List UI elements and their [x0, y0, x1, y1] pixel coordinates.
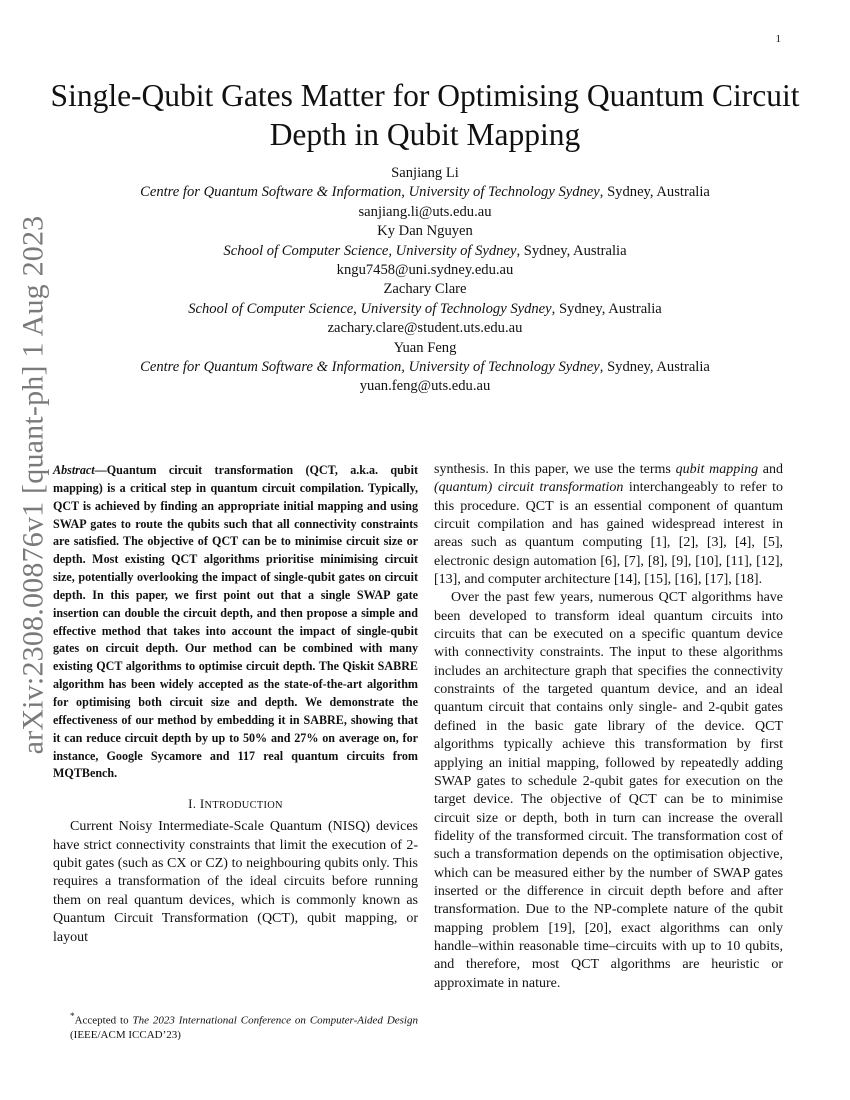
affiliation-italic: School of Computer Science, University of Technology Sydney: [188, 300, 552, 317]
text-run: synthesis. In this paper, we use the terms: [434, 462, 676, 477]
author-email: yuan.feng@uts.edu.au: [359, 378, 491, 395]
author-email: zachary.clare@student.uts.edu.au: [327, 320, 523, 337]
affiliation-plain: , Sydney, Australia: [599, 184, 710, 201]
footnote-venue: The 2023 International Conference on Computer-Aided Design: [132, 1014, 418, 1027]
footnote-marker: *: [70, 1011, 75, 1021]
section-heading: [53, 796, 418, 812]
left-column: [53, 462, 418, 947]
footnote-line: [53, 1009, 418, 1043]
affiliation-plain: , Sydney, Australia: [551, 300, 662, 317]
affiliation-italic: Centre for Quantum Software & Information, University of Technology Sydney: [140, 184, 600, 201]
footnote: [53, 1009, 418, 1043]
intro-continuation: [434, 461, 783, 589]
author-name: Sanjiang Li: [391, 165, 459, 181]
intro-paragraph: Current Noisy Intermediate-Scale Quantum (NISQ) devices have strict connectivity constraints that limit the execution of 2-qubit gates (such as CX or CZ) to neighbouring qubits only. This requires a transformation of the ideal circuits before running them on real quantum devices, which is commonly known as Quantum Circuit Transformation (QCT), qubit mapping, or layout: [53, 819, 418, 945]
author-affiliation: [40, 242, 810, 261]
page-number: 1: [775, 33, 781, 45]
arxiv-stamp-text: arXiv:2308.00876v1 [quant-ph] 1 Aug 2023: [16, 215, 49, 755]
affiliation-plain: , Sydney, Australia: [599, 359, 710, 376]
author-name: Yuan Feng: [393, 339, 457, 356]
right-column: [434, 461, 783, 993]
emphasis-text: qubit mapping: [675, 462, 759, 477]
footnote-text: Accepted to: [74, 1014, 133, 1027]
abstract: [53, 462, 418, 783]
author-affiliation: [40, 183, 810, 202]
author-block: [40, 164, 810, 397]
footnote-text-end: (IEEE/ACM ICCAD’23): [70, 1029, 181, 1042]
section-number: I.: [188, 796, 200, 812]
paper-title: Single-Qubit Gates Matter for Optimising Quantum Circuit Depth in Qubit Mapping: [50, 78, 800, 152]
intro-paragraph: Over the past few years, numerous QCT algorithms have been developed to transform ideal quantum circuits into circuits that can be executed on a specific quantum device with connectivity constraints. The input to these algorithms includes an architecture graph that specifies the connectivity constraints of the targeted quantum device, and an ideal quantum circuit that contains only single- and 2-qubit gates defined in the basic gate library of the device. QCT algorithms typically achieve this transformation by first applying an initial mapping, followed by repeatedly adding SWAP gates to schedule 2-qubit gates for execution on the target device. The objective of QCT can be to minimise circuit size or depth, both in turn can increase the overall fidelity of the transformed circuit. The transformation cost of such a transformation depends on the optimisation objective, which can be measured either by the number of SWAP gates inserted or the difference in circuit depth before and after transformation. Due to the NP-complete nature of the qubit mapping problem [19], [20], exact algorithms can only handle–within reasonable time–circuits with up to 10 qubits, and therefore, most QCT algorithms are heuristic or approximate in nature.: [434, 590, 783, 991]
author-name: Ky Dan Nguyen: [377, 223, 473, 240]
affiliation-italic: School of Computer Science, University of Sydney: [223, 242, 517, 259]
abstract-text: —Quantum circuit transformation (QCT, a.k.a. qubit mapping) is a critical step in quantum circuit compilation. Typically, QCT is achieved by finding an appropriate initial mapping and using SWAP gates to route the qubits such that all connectivity constraints are satisfied. The objective of QCT can be to minimise circuit size or depth. Most existing QCT algorithms prioritise minimising circuit size, potentially overlooking the impact of single-qubit gates on circuit depth. In this paper, we first point out that a single SWAP gate insertion can double the circuit depth, and then propose a simple and effective method that takes into account the impact of single-qubit gates on circuit depth. Our method can be combined with many existing QCT algorithms to optimise circuit depth. The Qiskit SABRE algorithm has been widely accepted as the state-of-the-art algorithm for optimising both circuit size and depth. We demonstrate the effectiveness of our method by embedding it in SABRE, showing that it can reduce circuit depth by up to 50% and 27% on average on, for instance, Google Sycamore and 117 real quantum circuits from MQTBench.: [53, 463, 418, 781]
section-rest: NTRODUCTION: [204, 800, 283, 812]
author-affiliation: [40, 358, 810, 377]
emphasis-text: (quantum) circuit transformation: [434, 480, 624, 496]
affiliation-plain: , Sydney, Australia: [516, 242, 627, 259]
abstract-label: Abstract: [53, 463, 95, 477]
affiliation-italic: Centre for Quantum Software & Information, University of Technology Sydney: [140, 359, 600, 376]
author-affiliation: [40, 300, 810, 319]
author-email: kngu7458@uni.sydney.edu.au: [336, 262, 514, 279]
author-name: Zachary Clare: [383, 281, 467, 298]
text-run: and: [758, 462, 783, 477]
text-run: interchangeably to refer to this procedure. QCT is an essential component of quantum circuit compilation and has gained widespread interest in areas such as quantum computing [1], [2], [3], [4], [5], electronic design automation [6], [7], [8], [9], [10], [11], [12], [13], and computer architecture [14], [15], [16], [17], [18].: [434, 480, 783, 588]
author-email: sanjiang.li@uts.edu.au: [358, 203, 492, 220]
section-first-letter: I: [199, 796, 205, 812]
